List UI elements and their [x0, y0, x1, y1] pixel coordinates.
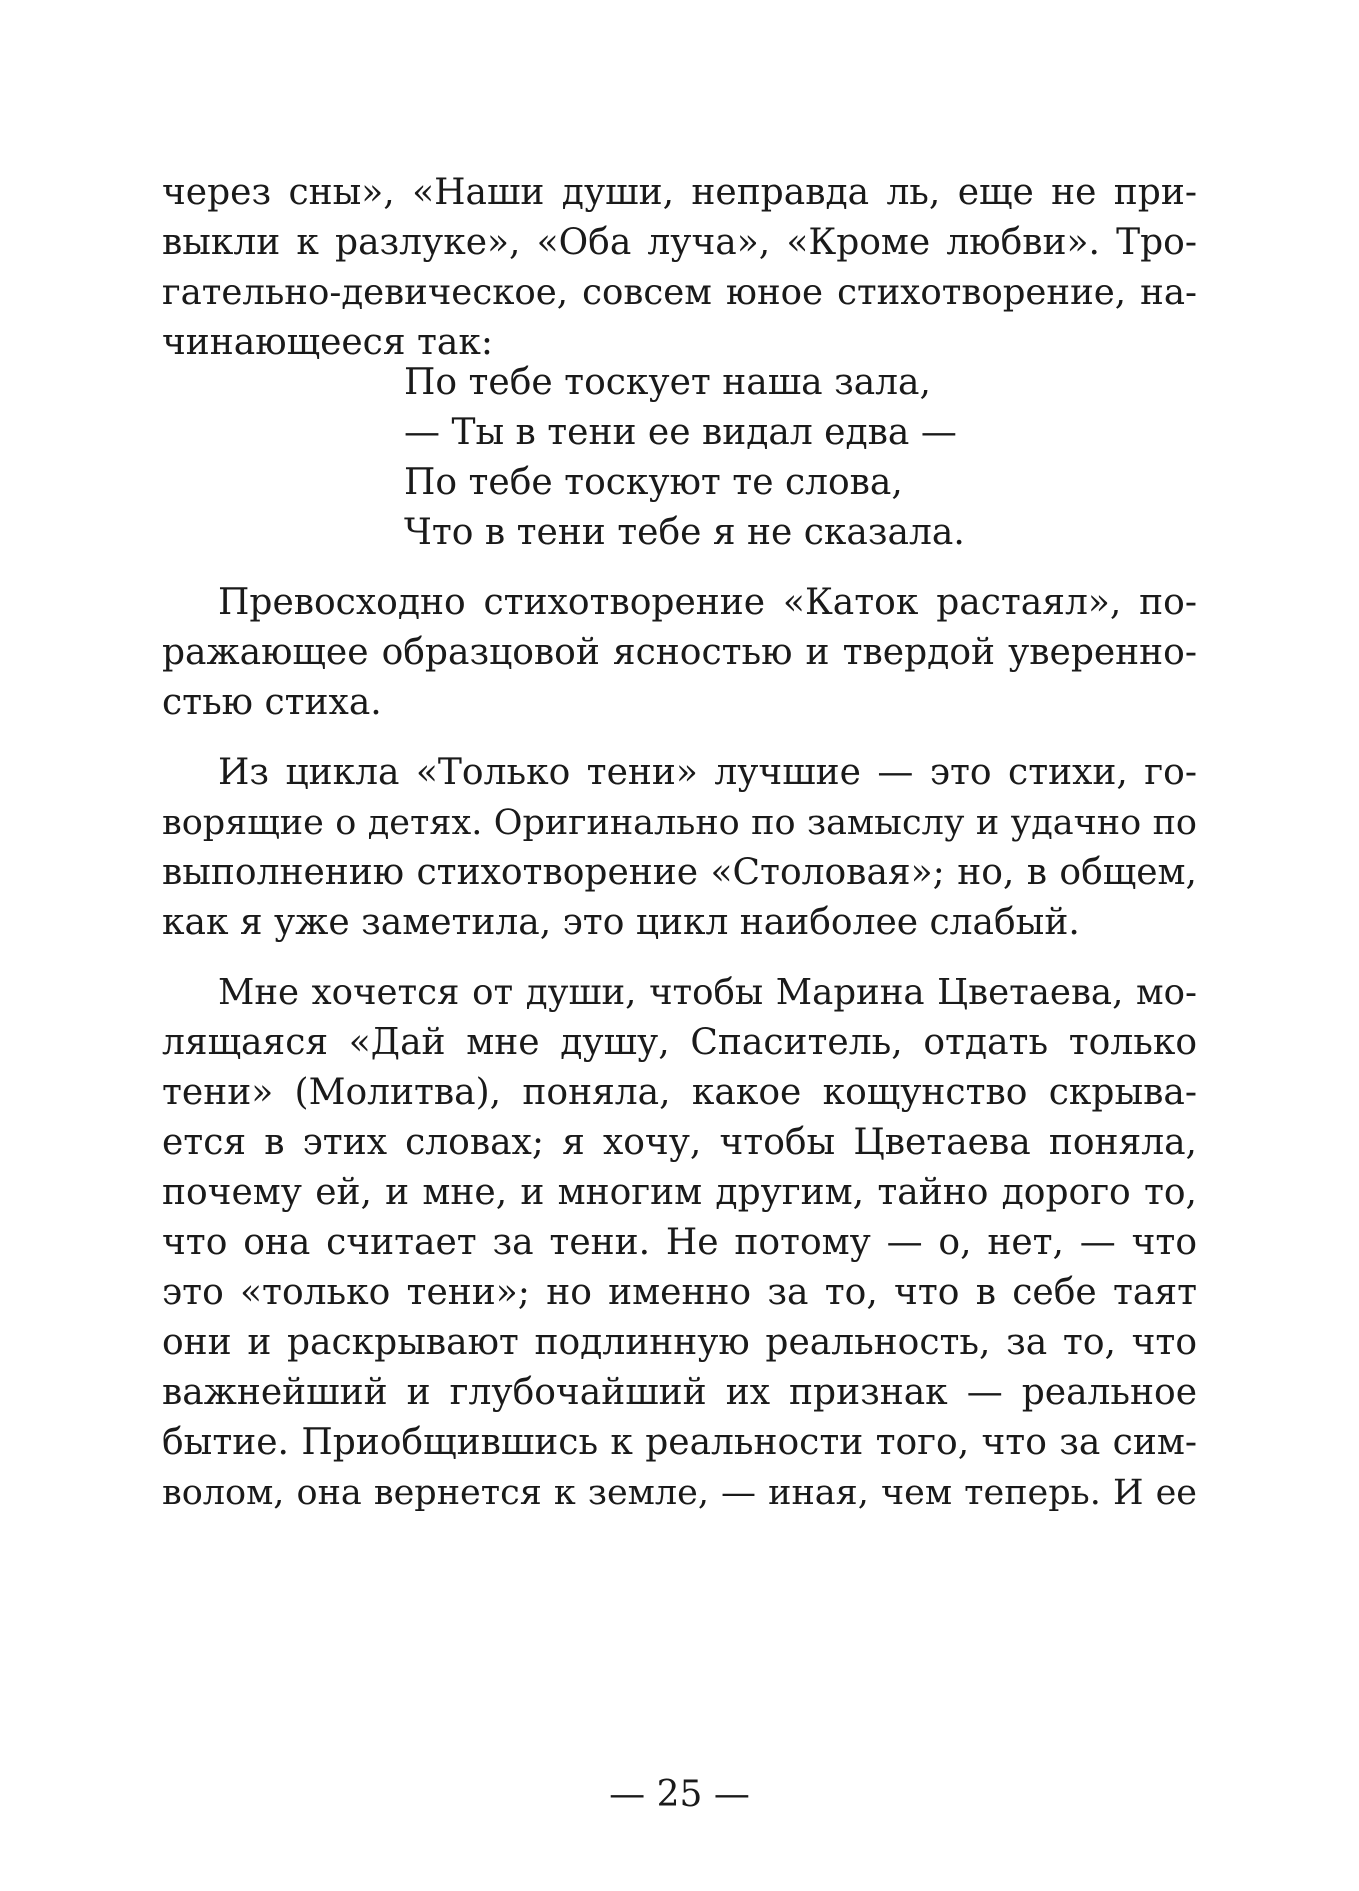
text-line: волом, она вернется к земле, — иная, чем теперь. И ее	[162, 1473, 1197, 1513]
text-line: Из цикла «Только тени» лучшие — это стихи, го-	[218, 752, 1197, 793]
text-line: они и раскрывают подлинную реальность, за то, что	[162, 1322, 1197, 1363]
text-line: ется в этих словах; я хочу, чтобы Цветаева поняла,	[162, 1122, 1197, 1163]
text-line: стью стиха.	[162, 682, 382, 723]
paragraph-2	[162, 578, 1197, 728]
verse-line: По тебе тоскует наша зала,	[404, 362, 931, 403]
text-line: чинающееся так:	[162, 322, 493, 363]
text-line: выполнению стихотворение «Столовая»; но, в общем,	[162, 852, 1197, 893]
text-line: выкли к разлуке», «Оба луча», «Кроме любви». Тро-	[162, 222, 1197, 263]
text-line: гательно-девическое, совсем юное стихотворение, на-	[162, 272, 1197, 313]
text-line: ворящие о детях. Оригинально по замыслу и удачно по	[162, 803, 1197, 843]
text-line: важнейший и глубочайший их признак — реальное	[162, 1372, 1197, 1413]
text-line: тени» (Молитва), поняла, какое кощунство скрыва-	[162, 1072, 1197, 1113]
text-line: бытие. Приобщившись к реальности того, что за сим-	[162, 1422, 1197, 1463]
text-line: это «только тени»; но именно за то, что в себе таят	[162, 1272, 1197, 1313]
verse-line: — Ты в тени ее видал едва —	[404, 412, 957, 453]
text-line: через сны», «Наши души, неправда ль, еще не при-	[162, 172, 1197, 213]
paragraph-4	[162, 968, 1197, 1518]
text-line: почему ей, и мне, и многим другим, тайно дорого то,	[162, 1172, 1197, 1213]
text-line: Превосходно стихотворение «Каток растаял», по-	[218, 582, 1197, 623]
verse-line: Что в тени тебе я не сказала.	[404, 512, 965, 553]
text-line: Мне хочется от души, чтобы Марина Цветаева, мо-	[218, 972, 1197, 1013]
paragraph-3	[162, 748, 1197, 948]
text-line: лящаяся «Дай мне душу, Спаситель, отдать только	[162, 1022, 1197, 1063]
text-line: что она считает за тени. Не потому — о, нет, — что	[162, 1222, 1197, 1263]
text-line: как я уже заметила, это цикл наиболее слабый.	[162, 902, 1080, 943]
poem-quote	[404, 358, 965, 558]
paragraph-1	[162, 168, 1197, 368]
page-number: — 25 —	[609, 1774, 750, 1815]
verse-line: По тебе тоскуют те слова,	[404, 462, 903, 503]
text-line: ражающее образцовой ясностью и твердой уверенно-	[162, 632, 1197, 673]
